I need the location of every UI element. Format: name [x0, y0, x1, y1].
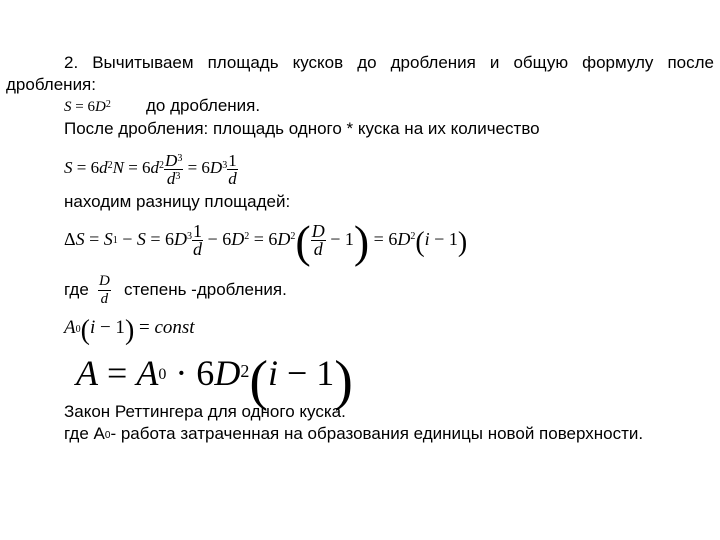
before-crushing-label: до дробления.: [146, 96, 261, 115]
area-difference-text: находим разницу площадей:: [64, 192, 291, 211]
a0-prefix: где А: [64, 424, 105, 443]
paragraph-line-1: 2. Вычитываем площадь кусков до дробления и общую формулу после: [64, 53, 714, 72]
formula-area-before: $S = 6D^2$: [64, 99, 111, 115]
a0-definition: - работа затраченная на образования единицы новой поверхности.: [110, 424, 644, 443]
after-crushing-text: После дробления: площадь одного * куска на их количество: [64, 119, 540, 138]
formula-area-difference: $\Delta S = S_1 - S = 6D^3$ $\frac{1}{d}$ − $6D^2 = 6D^2$( $\frac{D}{d}$ − $1) = 6D^2(i - 1)$: [64, 216, 468, 267]
formula-area-after: $S = 6d^2N = 6d^2$ $\frac{D^3}{d^3}$ = $6D^3$ $\frac{1}{d}$: [64, 150, 237, 188]
formula-a0-const: $A_0(i - 1)$ = const: [64, 315, 195, 346]
a0-subscript: 0: [104, 430, 111, 441]
rittinger-law-text: Закон Реттингера для одного куска.: [64, 402, 346, 421]
crushing-degree-label: степень -дробления.: [124, 280, 287, 299]
a0-definition-text: [64, 424, 643, 444]
where-label: где: [64, 280, 89, 299]
formula-rittinger: $A = A_0 \cdot 6D^2(i - 1)$: [76, 350, 353, 412]
degree-fraction: $\frac{D}{d}$: [99, 273, 110, 308]
paragraph-line-2: дробления:: [6, 75, 96, 94]
